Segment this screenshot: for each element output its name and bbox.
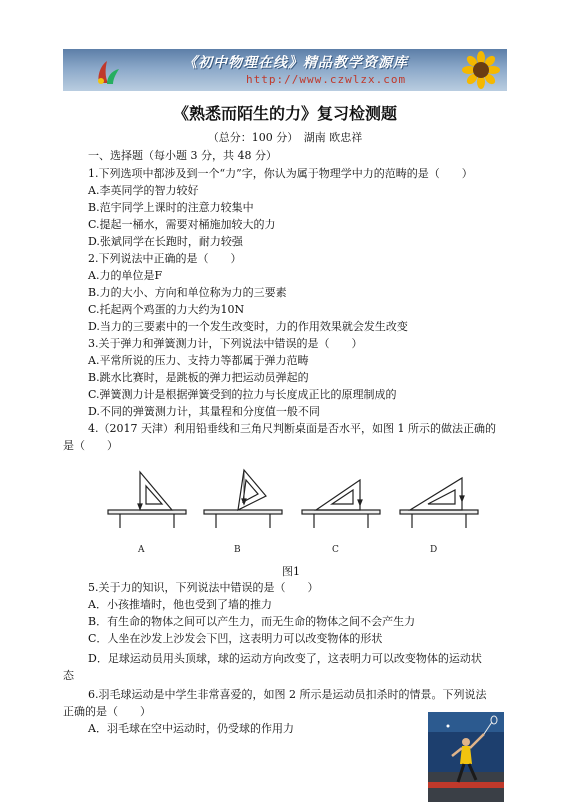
question-5-option-c: C．人坐在沙发上沙发会下凹，这表明力可以改变物体的形状 [88, 632, 383, 645]
banner-url[interactable]: http://www.czwlzx.com [246, 73, 407, 86]
figure-1-label-c: C [332, 545, 339, 555]
question-5-option-a: A．小孩推墙时，他也受到了墙的推力 [88, 598, 272, 611]
question-5-option-d: D．足球运动员用头顶球，球的运动方向改变了，这表明力可以改变物体的运动状 [88, 652, 482, 665]
question-3-option-a: A.平常所说的压力、支持力等都属于弹力范畴 [88, 354, 309, 367]
figure-1-label-d: D [430, 545, 438, 555]
badminton-player-photo [428, 712, 504, 802]
question-5-stem: 5.关于力的知识，下列说法中错误的是（ ） [88, 581, 319, 594]
question-2-option-d: D.当力的三要素中的一个发生改变时，力的作用效果就会发生改变 [88, 320, 408, 333]
question-6-stem-cont: 正确的是（ ） [63, 705, 151, 718]
figure-1-caption: 图1 [282, 565, 300, 578]
question-4-stem-cont: 是（ ） [63, 439, 118, 452]
figure-1-panel-d [400, 478, 478, 528]
figure-1-panel-a [108, 472, 186, 528]
question-1-option-b: B.范宇同学上课时的注意力较集中 [88, 201, 254, 214]
question-2-option-b: B.力的大小、方向和单位称为力的三要素 [88, 286, 287, 299]
banner-title: 《初中物理在线》精品教学资源库 [183, 55, 408, 71]
question-5-option-b: B．有生命的物体之间可以产生力，而无生命的物体之间不会产生力 [88, 615, 416, 628]
question-1-option-c: C.提起一桶水，需要对桶施加较大的力 [88, 218, 276, 231]
question-2-option-c: C.托起两个鸡蛋的力大约为10N [88, 303, 245, 316]
figure-1-panel-c [302, 480, 380, 528]
question-6-option-a: A．羽毛球在空中运动时，仍受球的作用力 [88, 722, 294, 735]
question-4-stem: 4.（2017 天津）利用铅垂线和三角尺判断桌面是否水平，如图 1 所示的做法正确的 [88, 422, 496, 435]
question-1-option-d: D.张斌同学在长跑时，耐力较强 [88, 235, 243, 248]
figure-1-label-b: B [234, 545, 241, 555]
question-3-option-d: D.不同的弹簧测力计，其量程和分度值一般不同 [88, 405, 320, 418]
question-5-option-d-cont: 态 [63, 669, 74, 682]
question-1-stem: 1.下列选项中都涉及到一个“力”字，你认为属于物理学中力的范畴的是（ ） [88, 167, 473, 180]
question-3-stem: 3.关于弹力和弹簧测力计，下列说法中错误的是（ ） [88, 337, 363, 350]
question-2-stem: 2.下列说法中正确的是（ ） [88, 252, 242, 265]
document-title: 《熟悉而陌生的力》复习检测题 [172, 104, 397, 123]
document-subtitle: （总分：100 分） 湖南 欧忠祥 [207, 131, 363, 144]
section-heading: 一、选择题（每小题 3 分，共 48 分） [88, 149, 277, 162]
site-logo-icon [93, 57, 123, 87]
question-6-stem: 6.羽毛球运动是中学生非常喜爱的，如图 2 所示是运动员扣杀时的情景。下列说法 [88, 688, 487, 701]
question-1-option-a: A.李英同学的智力较好 [88, 184, 199, 197]
figure-1-diagram [98, 466, 498, 558]
figure-1-label-a: A [138, 545, 145, 555]
header-banner [63, 49, 507, 91]
question-3-option-c: C.弹簧测力计是根据弹簧受到的拉力与长度成正比的原理制成的 [88, 388, 397, 401]
question-2-option-a: A.力的单位是F [88, 269, 163, 282]
figure-1-panel-b [204, 470, 282, 528]
question-3-option-b: B.跳水比赛时，是跳板的弹力把运动员弹起的 [88, 371, 309, 384]
sunflower-icon [459, 50, 503, 90]
